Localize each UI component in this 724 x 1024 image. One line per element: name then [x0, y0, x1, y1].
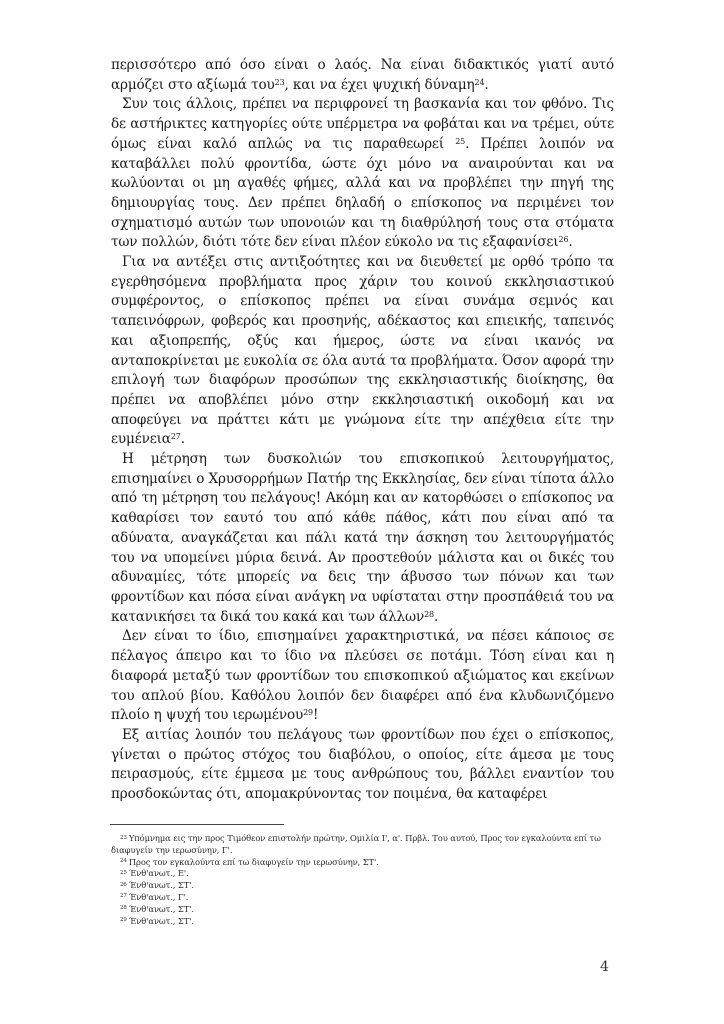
paragraph: [111, 253, 614, 450]
paragraph: [111, 627, 614, 726]
footnote: [111, 892, 614, 904]
footnote: [111, 833, 614, 857]
footnote-number: 27: [120, 893, 127, 900]
footnote-text: Υπόμνημα εις την προς Τιμόθεον επιστολήν πρώτην, Ομιλία Ι', α'. Πρβλ. Του αυτού, Προς τον εγκαλούντα επί τω διαφυγείν την ιερωσύνην, Γ'.: [111, 833, 601, 855]
paragraph: [111, 95, 614, 253]
body-text: [111, 56, 614, 805]
footnote-text: Ένθ'ανωτ., ΣΤ'.: [128, 880, 194, 891]
paragraph-text: Δεν είναι το ίδιο, επισημαίνει χαρακτηριστικά, να πέσει κάποιος σε πέλαγος άπειρο και το ίδιο να πλεύσει σε ποτάμι. Τόση είναι και η διαφορά μεταξύ των φροντίδων του επισκοπικού αξιώματος και εκείνων του απλού βίου. Καθόλου λοιπόν δεν διαφέρει από ένα κλυδωνιζόμενο πλοίο η ψυχή του ιερωμένου: [111, 628, 614, 724]
paragraph-text: Εξ αιτίας λοιπόν του πελάγους των φροντίδων που έχει ο επίσκοπος, γίνεται ο πρώτος στόχος του διαβόλου, ο οποίος, είτε άμεσα με τους πειρασμούς, είτε έμμεσα με τους ανθρώπους του, βάλλει εναντίον του προσδοκώντας ότι, απομακρύνοντας τον ποιμένα, θα καταφέρει: [111, 726, 614, 803]
footnote-reference[interactable]: 23: [274, 77, 285, 87]
page-number: 4: [600, 959, 609, 975]
footnote-reference[interactable]: 27: [170, 432, 181, 442]
paragraph-text: Για να αντέξει στις αντιξοότητες και να διευθετεί με ορθό τρόπο τα εγερθησόμενα προβλήματα προς χάριν του κοινού εκκλησιαστικού συμφέροντος, ο επίσκοπος πρέπει να είναι συνάμα σεμνός και ταπεινόφρων, φοβερός και προσηνής, αδέκαστος και επιεικής, ταπεινός και αξιοπρεπής, οξύς και ήμερος, ώστε να είναι ικανός να ανταποκρίνεται με ευκολία σε όλα αυτά τα προβλήματα. Όσον αφορά την επιλογή των διαφόρων προσώπων της εκκλησιαστικής διοίκησης, θα πρέπει να αποβλέπει μόνο στην εκκλησιαστική οικοδομή και να αποφεύγει να πράττει κάτι με γνώμονα είτε την απέχθεια είτε την ευμένεια: [111, 254, 614, 448]
footnote: [111, 857, 614, 869]
footnote-reference[interactable]: 29: [303, 708, 313, 718]
paragraph: [111, 450, 614, 627]
paragraph-text: Η μέτρηση των δυσκολιών του επισκοπικού λειτουργήματος, επισημαίνει ο Χρυσορρήμων Πατήρ της Εκκλησίας, δεν είναι τίποτα άλλο από τη μέτρηση του πελάγους! Ακόμη και αν κατορθώσει ο επίσκοπος να καθαρίσει τον εαυτό του από κάθε πάθος, κάτι που είναι από τα αδύνατα, αναγκάζεται και πάλι κατά την άσκηση του λειτουργήματός του να υπομείνει μύρια δεινά. Αν προστεθούν μάλιστα και οι δικές του αδυναμίες, τότε μπορείς να δεις την άβυσσο των πόνων και των φροντίδων και πόσα είναι ανάγκη να υφίσταται στην προσπάθειά του να κατανικήσει τα δικά του κακά και των άλλων: [111, 451, 614, 625]
footnote-number: 28: [120, 905, 127, 912]
paragraph-text: .: [568, 234, 573, 251]
footnote: [111, 868, 614, 880]
paragraph-text: περισσότερο από όσο είναι ο λαός. Να είναι διδακτικός γιατί αυτό αρμόζει στο αξίωμά του: [111, 57, 614, 93]
paragraph-text: Συν τοις άλλοις, πρέπει να περιφρονεί τη βασκανία και τον φθόνο. Τις δε αστήρικτες κατηγορίες ούτε υπέρμετρα να φοβάται και να τρέμει, ούτε όμως είναι καλό απλώς να τις παραθεωρεί: [111, 96, 614, 152]
paragraph: [111, 56, 614, 95]
footnote-number: 23: [120, 834, 127, 841]
footnote: [111, 904, 614, 916]
paragraph-text: .: [484, 76, 489, 93]
footnote-number: 26: [120, 881, 127, 888]
footnote-reference[interactable]: 24: [474, 77, 485, 87]
footnote-reference[interactable]: 28: [424, 609, 434, 619]
paragraph-text: .: [180, 431, 185, 448]
footnote-text: Ένθ'ανωτ., ΣΤ'.: [128, 903, 194, 914]
footnotes: [111, 833, 614, 927]
footnote-text: Ένθ'ανωτ., Ε'.: [128, 868, 189, 879]
paragraph-text: .: [433, 608, 439, 625]
paragraph-text: !: [312, 707, 319, 724]
footnote-separator: [110, 824, 284, 825]
footnote-reference[interactable]: 26: [558, 235, 569, 245]
footnote-text: Ένθ'ανωτ., ΣΤ'.: [128, 915, 194, 926]
footnote-reference[interactable]: 25: [455, 136, 466, 146]
footnote-number: 25: [120, 869, 127, 876]
paragraph-text: . Πρέπει λοιπόν να καταβάλλει πολύ φροντίδα, ώστε όχι μόνο να αναιρούνται και να κωλύονται οι μη αγαθές φήμες, αλλά και να προβλέπει την πηγή της δημιουργίας τους. Δεν πρέπει δηλαδή ο επίσκοπος να περιμένει τον σχηματισμό αυτών των υπονοιών και τη διαθρύλησή τους στα στόματα των πολλών, διότι τότε δεν είναι πλέον εύκολο να τις εξαφανίσει: [111, 135, 614, 251]
paragraph: [111, 726, 614, 805]
footnote: [111, 916, 614, 928]
footnote-text: Προς τον εγκαλούντα επί τω διαφυγείν την ιερωσύνην, ΣΤ'.: [128, 856, 379, 867]
footnote: [111, 880, 614, 892]
footnote-number: 24: [120, 858, 127, 865]
paragraph-text: , και να έχει ψυχική δύναμη: [284, 76, 475, 93]
footnote-text: Ένθ'ανωτ., Γ'.: [128, 891, 189, 902]
footnote-number: 29: [120, 917, 127, 924]
